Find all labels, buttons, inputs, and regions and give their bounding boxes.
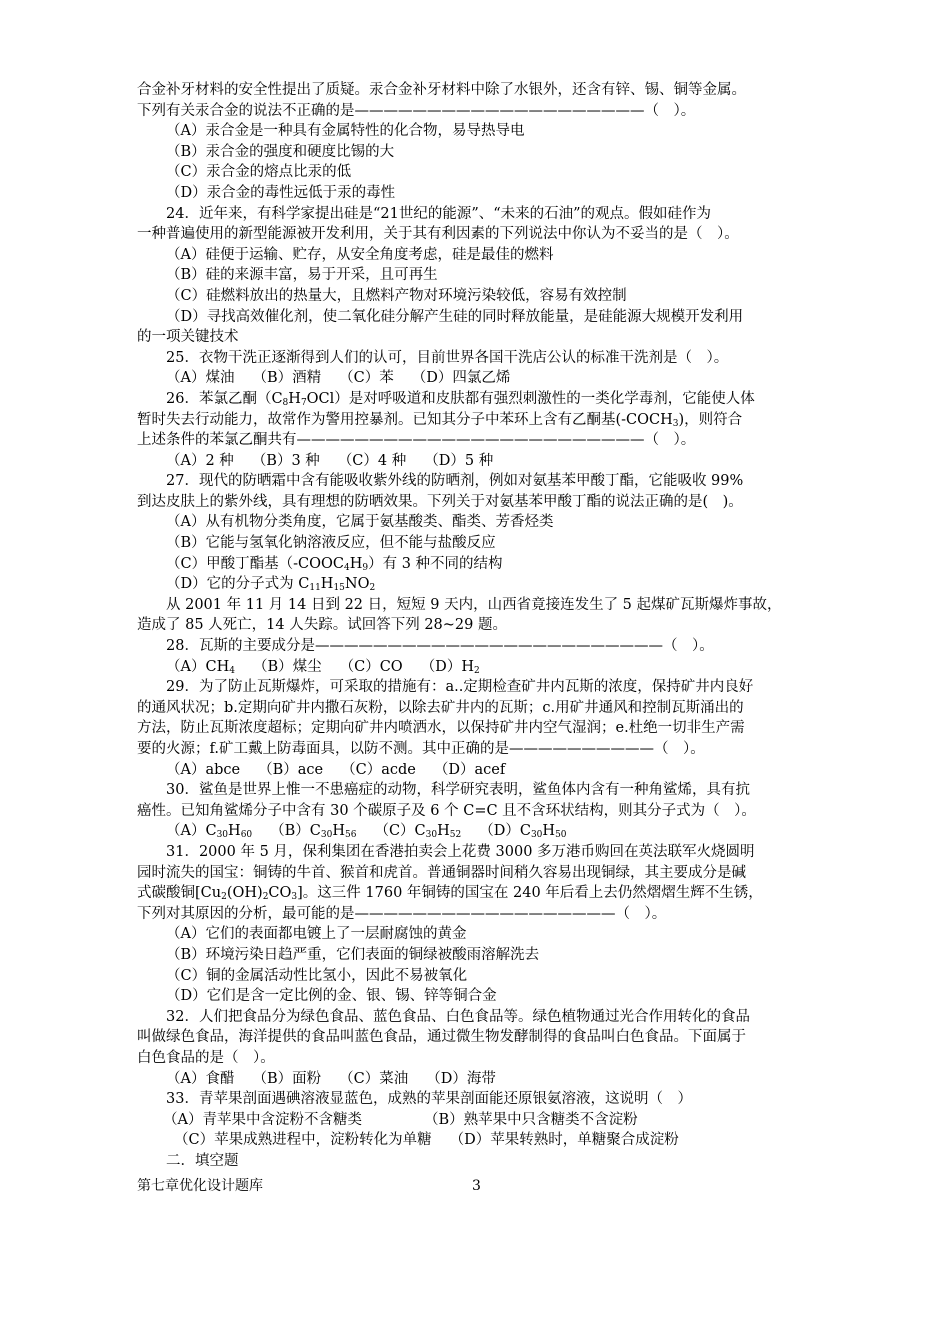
q29-option-a: （A）abce xyxy=(166,761,241,778)
q26-options xyxy=(137,451,817,472)
q26-option-d: （D）5 种 xyxy=(424,452,494,469)
q24-stem-1: 24．近年来，有科学家提出硅是“21世纪的能源”、“未来的石油”的观点。假如硅作为 xyxy=(166,205,712,222)
q29-option-b: （B）ace xyxy=(258,761,324,778)
footer-chapter-title: 第七章优化设计题库 xyxy=(137,1178,263,1194)
q31-stem-4: 下列对其原因的分析，最可能的是——————————————————（ ）。 xyxy=(137,905,667,922)
q31-option-c: （C）铜的金属活动性比氢小，因此不易被氧化 xyxy=(166,967,468,984)
q32-option-d: （D）海带 xyxy=(426,1070,496,1087)
q33-option-b: （B）熟苹果中只含糖类不含淀粉 xyxy=(423,1111,638,1128)
q33-options-row-1 xyxy=(137,1110,817,1131)
q31-stem-3: 式碳酸铜$[Cu_2(OH)_2CO_3]$。这三件 1760 年铜铸的国宝在 240 年后看上去仍然熠熠生辉不生锈， xyxy=(137,885,763,903)
section-heading: 二．填空题 xyxy=(166,1152,239,1169)
q24-option-c: （C）硅燃料放出的热量大，且燃料产物对环境污染较低，容易有效控制 xyxy=(166,287,627,304)
q24-option-a: （A）硅便于运输、贮存，从安全角度考虑，硅是最佳的燃料 xyxy=(166,246,554,263)
q31-option-a: （A）它们的表面都电镀上了一层耐腐蚀的黄金 xyxy=(166,926,467,943)
q23-option-c: （C）汞合金的熔点比汞的低 xyxy=(166,164,352,181)
q26-stem-1: 26．苯氯乙酮$(C_8H_7OCl)$是对呼吸道和皮肤都有强烈刺激性的一类化学毒剂，它能使人体 xyxy=(166,390,755,408)
q24-stem-2: 一种普遍使用的新型能源被开发利用，关于其有利因素的下列说法中你认为不妥当的是（ ）。 xyxy=(137,226,739,243)
q30-option-d: $(D)C_{30}H_{50}$ xyxy=(479,823,567,841)
q24-option-b: （B）硅的来源丰富，易于开采，且可再生 xyxy=(166,267,438,284)
q25-option-a: （A）煤油 xyxy=(166,370,235,387)
q30-option-a: $(A)C_{30}H_{60}$ xyxy=(166,823,253,841)
question-content xyxy=(137,80,817,1171)
q25-option-d: （D）四氯乙烯 xyxy=(411,370,511,387)
intro-line-2: 下列有关汞合金的说法不正确的是————————————————————（ ）。 xyxy=(137,102,696,119)
q26-option-c: （C）4 种 xyxy=(337,452,407,469)
q28-option-c: （C）CO xyxy=(339,658,403,675)
q28-option-b: （B）煤尘 xyxy=(252,658,322,675)
q32-options xyxy=(137,1069,817,1090)
q25-options xyxy=(137,368,817,389)
q29-options xyxy=(137,760,817,781)
q32-stem-2: 叫做绿色食品，海洋提供的食品叫蓝色食品，通过微生物发酵制得的食品叫白色食品。下面属于 xyxy=(137,1029,746,1046)
q33-option-d: （D）苹果转熟时，单糖聚合成淀粉 xyxy=(449,1132,679,1149)
q29-stem-1: 29．为了防止瓦斯爆炸，可采取的措施有：a..定期检查矿井内瓦斯的浓度，保持矿井内良好 xyxy=(166,679,754,696)
q32-option-a: （A）食醋 xyxy=(166,1070,235,1087)
q25-option-c: （C）苯 xyxy=(339,370,394,387)
q31-stem-1: 31．2000 年 5 月，保利集团在香港拍卖会上花费 3000 多万港币购回在英法联军火烧圆明 xyxy=(166,843,755,860)
q32-stem-1: 32．人们把食品分为绿色食品、蓝色食品、白色食品等。绿色植物通过光合作用转化的食品 xyxy=(166,1008,750,1025)
q33-option-c: （C）苹果成熟进程中，淀粉转化为单糖 xyxy=(174,1132,432,1149)
q26-option-b: （B）3 种 xyxy=(251,452,320,469)
q30-options xyxy=(137,821,817,842)
q29-stem-3: 方法，防止瓦斯浓度超标；定期向矿井内喷洒水，以保持矿井内空气湿润；e.杜绝一切非生产需 xyxy=(137,720,745,737)
q23-option-a: （A）汞合金是一种具有金属特性的化合物，易导热导电 xyxy=(166,123,525,140)
q33-options-row-2 xyxy=(137,1130,817,1151)
q27-option-b: （B）它能与氢氧化钠溶液反应，但不能与盐酸反应 xyxy=(166,535,496,552)
q24-option-d-2: 的一项关键技术 xyxy=(137,329,239,346)
q30-option-c: $(C)C_{30}H_{52}$ xyxy=(374,823,462,841)
q26-option-a: （A）2 种 xyxy=(166,452,234,469)
page-footer xyxy=(137,1176,817,1196)
q27-option-d: （D）它的分子式为 $C_{11}H_{15}NO_2$ xyxy=(166,576,376,594)
q25-option-b: （B）酒精 xyxy=(252,370,322,387)
q28-option-d: $(D)H_2$ xyxy=(420,658,480,676)
q30-option-b: $(B)C_{30}H_{56}$ xyxy=(270,823,357,841)
q28-option-a: $(A)CH_4$ xyxy=(166,658,235,676)
q29-stem-2: 的通风状况；b.定期向矿井内撒石灰粉，以除去矿井内的瓦斯；c.用矿井通风和控制瓦斯涌出的 xyxy=(137,699,744,716)
q28-29-stem-2: 造成了 85 人死亡，14 人失踪。试回答下列 28~29 题。 xyxy=(137,617,507,634)
q29-stem-4: 要的火源；f.矿工戴上防毒面具，以防不测。其中正确的是——————————（ ）。 xyxy=(137,741,705,757)
q29-option-c: （C）acde xyxy=(341,761,416,778)
q28-options xyxy=(137,657,817,678)
q33-option-a: （A）青苹果中含淀粉不含糖类 xyxy=(163,1111,362,1128)
q25-stem: 25．衣物干洗正逐渐得到人们的认可，目前世界各国干洗店公认的标准干洗剂是（ ）。 xyxy=(166,349,729,366)
q30-stem-1: 30．鲨鱼是世界上惟一不患癌症的动物，科学研究表明，鲨鱼体内含有一种角鲨烯，具有抗 xyxy=(166,782,750,799)
q23-option-b: （B）汞合金的强度和硬度比锡的大 xyxy=(166,143,395,160)
q28-29-stem-1: 从 2001 年 11 月 14 日到 22 日，短短 9 天内，山西省竟接连发生了 5 起煤矿瓦斯爆炸事故， xyxy=(166,596,782,613)
q30-stem-2: 癌性。已知角鲨烯分子中含有 30 个碳原子及 6 个 C=C 且不含环状结构，则其分子式为（ ）。 xyxy=(137,802,756,819)
q27-stem-2: 到达皮肤上的紫外线，具有理想的防晒效果。下列关于对氨基苯甲酸丁酯的说法正确的是( )。 xyxy=(137,493,743,510)
q32-option-c: （C）菜油 xyxy=(339,1070,409,1087)
q27-option-a: （A）从有机物分类角度，它属于氨基酸类、酯类、芳香烃类 xyxy=(166,514,554,531)
q26-stem-2: 暂时失去行动能力，故常作为警用控暴剂。已知其分子中苯环上含有乙酮基$(-COCH_3)$，则符合 xyxy=(137,411,743,429)
q27-option-c: （C）甲酸丁酯基$(-COOC_4H_9)$有 3 种不同的结构 xyxy=(166,555,503,573)
q23-option-d: （D）汞合金的毒性远低于汞的毒性 xyxy=(166,184,396,201)
q33-stem: 33．青苹果剖面遇碘溶液显蓝色，成熟的苹果剖面能还原银氨溶液，这说明（ ） xyxy=(166,1091,692,1108)
q29-option-d: （D）acef xyxy=(433,761,506,778)
intro-line-1: 合金补牙材料的安全性提出了质疑。汞合金补牙材料中除了水银外，还含有锌、锡、铜等金属。 xyxy=(137,82,746,98)
q24-option-d-1: （D）寻找高效催化剂，使二氧化硅分解产生硅的同时释放能量，是硅能源大规模开发利用 xyxy=(166,308,744,325)
q32-option-b: （B）面粉 xyxy=(252,1070,322,1087)
q31-option-d: （D）它们是含一定比例的金、银、锡、锌等铜合金 xyxy=(166,988,497,1005)
page-number: 3 xyxy=(472,1178,481,1194)
q31-stem-2: 园时流失的国宝：铜铸的牛首、猴首和虎首。普通铜器时间稍久容易出现铜绿，其主要成分是碱 xyxy=(137,864,746,881)
q32-stem-3: 白色食品的是（ ）。 xyxy=(137,1049,275,1066)
q31-option-b: （B）环境污染日趋严重，它们表面的铜绿被酸雨溶解洗去 xyxy=(166,946,540,963)
q27-stem-1: 27．现代的防晒霜中含有能吸收紫外线的防晒剂，例如对氨基苯甲酸丁酯，它能吸收 99% xyxy=(166,473,744,490)
q28-stem: 28．瓦斯的主要成分是————————————————————————（ ）。 xyxy=(166,638,714,655)
q26-stem-3: 上述条件的苯氯乙酮共有————————————————————————（ ）。 xyxy=(137,432,696,449)
